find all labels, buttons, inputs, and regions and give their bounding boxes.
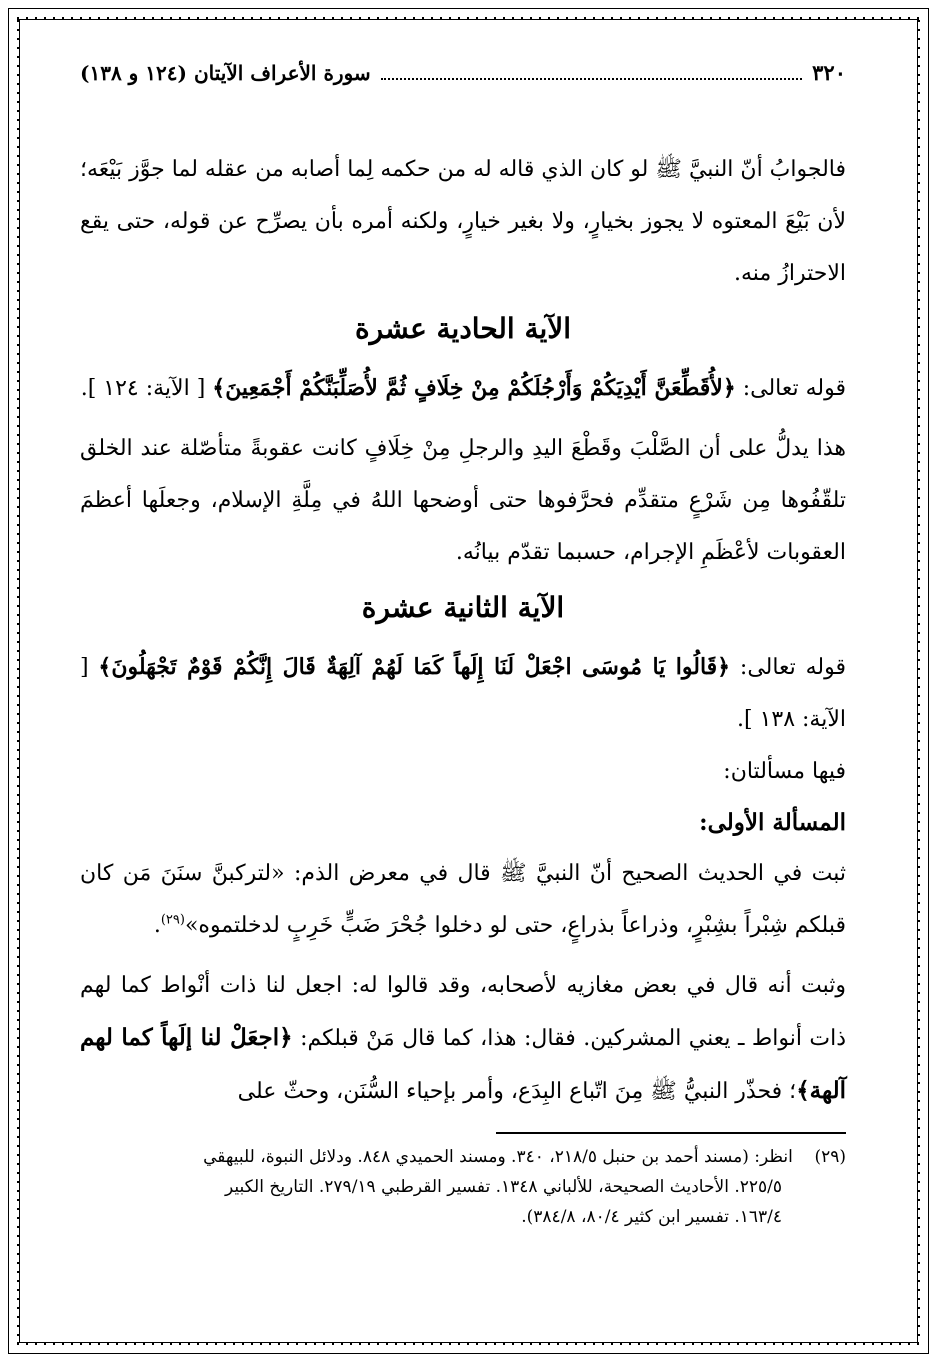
- paragraph-dhat-anwat: [80, 960, 846, 1118]
- paragraph-crucifixion: هذا يدلُّ على أن الصَّلْبَ وقَطْعَ اليدِ والرجلِ مِنْ خِلَافٍ كانت عقوبةً متأصّلة عند الخلق تلقّفُوها مِن شَرْعٍ متقدِّم فحرَّفوها حتى أوضحها اللهُ في مِلَّةِ الإسلام، وجعلَها أعظمَ العقوبات لأعْظَمِ الإجرام، حسبما تقدّم بيانُه.: [80, 436, 846, 565]
- footnote-line-3: ١٦٣/٤. تفسير ابن كثير ٨٠/٤، ٣٨٤/٨).: [521, 1207, 782, 1227]
- footnote-text-1: انظر: (مسند أحمد بن حنبل ٢١٨/٥، ٣٤٠. ومسند الحميدي ٨٤٨. ودلائل النبوة، للبيهقي: [203, 1147, 793, 1167]
- heading-verse-12: الآية الثانية عشرة: [361, 591, 565, 624]
- page-number: ٣٢٠: [812, 60, 846, 85]
- verse-reference: [ الآية: ١٢٤ ].: [80, 376, 213, 401]
- header-title: سورة الأعراف الآيتان (١٢٤ و ١٣٨): [80, 61, 371, 85]
- footnote-line-2: ٢٢٥/٥. الأحاديث الصحيحة، للألباني ١٣٤٨. تفسير القرطبي ٢٧٩/١٩. التاريخ الكبير: [225, 1177, 782, 1197]
- quran-verse-124: ﴿لأُقَطِّعَنَّ أَيْدِيَكُمْ وَأَرْجُلَكُمْ مِنْ خِلَافٍ ثُمَّ لأُصَلِّبَنَّكُمْ أَجْمَعِينَ﴾: [212, 375, 736, 401]
- paragraph-hadith: [80, 848, 846, 952]
- verse-intro: قوله تعالى:: [730, 655, 847, 680]
- first-issue-heading: المسألة الأولى:: [699, 809, 846, 836]
- verse-124-paragraph: [80, 362, 846, 415]
- footnote-separator: [496, 1132, 846, 1134]
- quran-quote: ﴿اجعَلْ لنا إلَهاً كما لهم آلهة﴾: [80, 1024, 846, 1104]
- footnote-ref: (٢٩): [160, 912, 185, 928]
- footnote-number: (٢٩): [814, 1147, 846, 1167]
- header-dot-leader: [381, 78, 802, 80]
- verse-intro: قوله تعالى:: [735, 376, 846, 401]
- footnote-29: [80, 1142, 846, 1232]
- two-issues-line: فيها مسألتان:: [723, 759, 846, 784]
- book-page: [80, 60, 846, 1232]
- hadith-end: .: [153, 913, 161, 938]
- heading-verse-11: الآية الحادية عشرة: [354, 312, 572, 345]
- verse-138-paragraph: [80, 641, 846, 746]
- quran-verse-138: ﴿قَالُوا يَا مُوسَى اجْعَلْ لَنَا إِلَهاً كَمَا لَهُمْ آلِهَةٌ قَالَ إِنَّكُمْ قَوْمٌ تَجْهَلُونَ﴾: [98, 654, 731, 680]
- hadith-text: ثبت في الحديث الصحيح أنّ النبيَّ ﷺ قال في معرض الذم: «لتركبنَّ سنَنَ مَن كان قبلكم شِبْراً بشِبْرٍ، وذراعاً بذراعٍ، حتى لو دخلوا جُحْرَ ضَبٍّ خَرِبٍ لدخلتموه»: [80, 861, 846, 938]
- verse-reference: [ الآية: ١٣٨ ].: [80, 655, 846, 732]
- dhat-anwat-text: وثبت أنه قال في بعض مغازيه لأصحابه، وقد قالوا له: اجعل لنا ذات أنْواط كما لهم ذات أنواط ـ يعني المشركين. فقال: هذا، كما قال مَنْ قبلكم:: [80, 973, 847, 1051]
- dhat-anwat-continuation: ؛ فحذّر النبيُّ ﷺ مِنَ اتّباع البِدَع، وأمر بإحياء السُّنَن، وحثّ على: [237, 1079, 797, 1104]
- footnote-line-1: [80, 1142, 846, 1172]
- paragraph-answer: فالجوابُ أنّ النبيَّ ﷺ لو كان الذي قاله له من حكمه لِما أصابه من عقله لما جوَّز بَيْعَه؛ لأن بَيْعَ المعتوه لا يجوز بخيارٍ، ولا بغير خيارٍ، ولكنه أمره بأن يصرِّح عن قوله، حتى يقع الاحترازُ منه.: [80, 157, 846, 286]
- running-header: [80, 60, 846, 100]
